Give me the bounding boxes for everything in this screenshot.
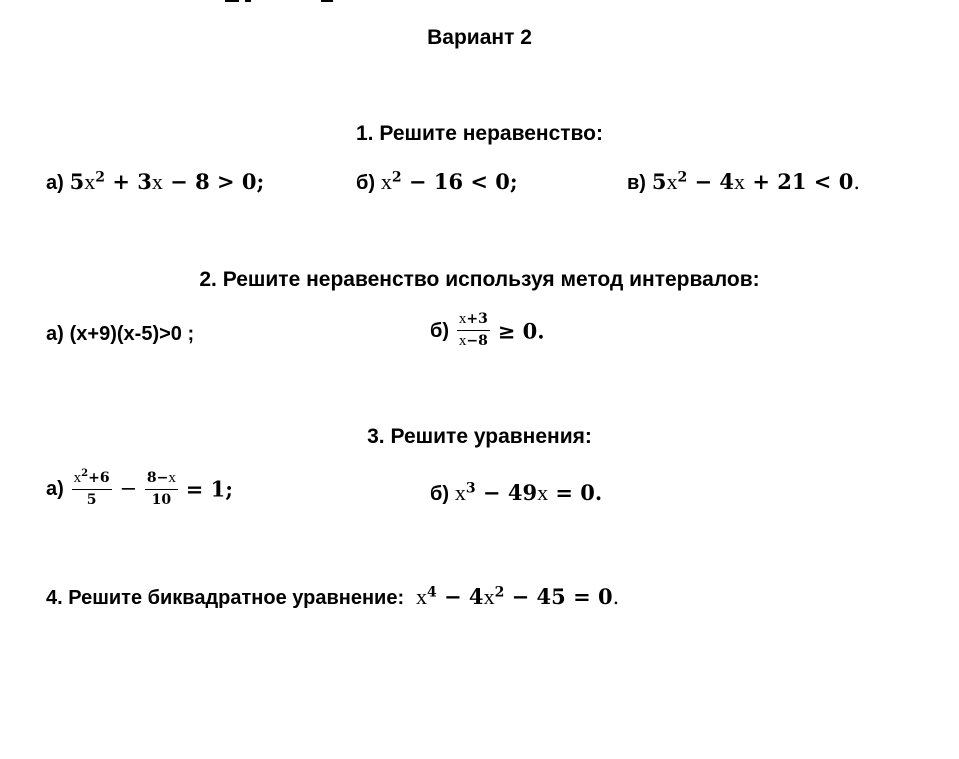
task3-a-fraction-1: $\frac{x^2+6}{5}$ xyxy=(73,468,110,509)
task1-c xyxy=(627,171,860,193)
task2-title: 2. Решите неравенство используя метод интервалов: xyxy=(199,268,760,291)
task2-b-expression: ≥ 0. xyxy=(497,318,545,344)
task1-a xyxy=(46,171,264,193)
task4-title: 4. Решите биквадратное уравнение: xyxy=(46,587,405,609)
task4 xyxy=(46,586,619,608)
task2-a-label: а) xyxy=(46,323,64,345)
task2-b-label: б) xyxy=(430,319,450,342)
task3-a-minus: − xyxy=(119,476,138,501)
task1-b xyxy=(356,171,518,193)
task3-a-expression: = 1; xyxy=(185,476,233,502)
task3-title: 3. Решите уравнения: xyxy=(367,425,592,448)
task1-b-expression: $x^2 - 16 < 0$; xyxy=(380,169,518,194)
task3-a-label: а) xyxy=(46,478,64,501)
task1-a-label: а) xyxy=(46,172,64,194)
task3-b-expression: $x^3 - 49x = 0$. xyxy=(454,480,603,505)
task3-b-label: б) xyxy=(430,483,450,505)
task2-b-fraction: $\frac{x+3}{x-8}$ xyxy=(458,311,488,350)
task1-c-label: в) xyxy=(627,172,646,194)
task3-a-fraction-2: $\frac{8-x}{10}$ xyxy=(146,470,176,509)
cropped-header-remnant xyxy=(225,0,335,3)
task4-expression: $x^4 - 4x^2 - 45 = 0$. xyxy=(415,584,620,609)
task2-b xyxy=(430,311,545,351)
task1-c-expression: $5x^2 - 4x + 21 < 0$. xyxy=(651,169,860,194)
task3-b xyxy=(430,482,602,504)
variant-title: Вариант 2 xyxy=(427,26,532,49)
task3-a xyxy=(46,470,233,508)
task2-a xyxy=(46,323,194,344)
task1-b-label: б) xyxy=(356,172,376,194)
task1-a-expression: $5x^2 + 3x - 8 > 0$; xyxy=(69,169,265,194)
task2-a-expression: (x+9)(x-5)>0 ; xyxy=(69,323,195,345)
task1-title: 1. Решите неравенство: xyxy=(355,122,603,145)
